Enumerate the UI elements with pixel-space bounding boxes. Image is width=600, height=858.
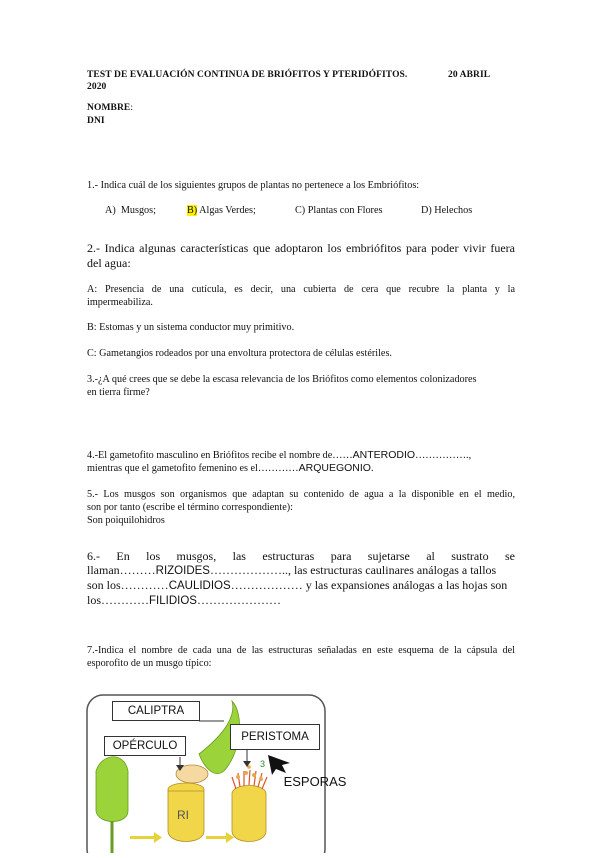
question-5-line-1: 5.- Los musgos son organismos que adaptan su contenido de agua a la disponible en el medio,: [87, 489, 515, 500]
question-6-line-3: son los…………CAULIDIOS……………… y las expansiones análogas a las hojas son: [87, 578, 508, 592]
esporas-label: ESPORAS: [283, 773, 347, 789]
diagram-number: 3: [260, 759, 266, 769]
q6-answer-caulidios: CAULIDIOS: [168, 580, 231, 592]
q2-answer-a-line-1: A: Presencia de una cutícula, es decir, una cubierta de cera que recubre la planta y la: [87, 284, 515, 295]
q1-option-b: B) Algas Verdes;: [187, 205, 256, 216]
question-7-line-1: 7.-Indica el nombre de cada una de las estructuras señaladas en este esquema de la cápsula del: [87, 645, 515, 656]
question-1: 1.- Indica cuál de los siguientes grupos de plantas no pertenece a los Embriófitos:: [87, 180, 420, 191]
q2-answer-b: B: Estomas y un sistema conductor muy primitivo.: [87, 322, 295, 333]
q2-answer-a-line-2: impermeabiliza.: [87, 297, 153, 308]
q4-answer-1: ANTERODIO: [352, 449, 416, 461]
question-6-line-1: 6.- En los musgos, las estructuras para sujetarse al sustrato se: [87, 549, 515, 563]
question-7-line-2: esporofito de un musgo típico:: [87, 658, 212, 669]
document-date-day: 20 ABRIL: [448, 70, 491, 80]
question-5-answer: Son poiquilohidros: [87, 515, 165, 526]
question-3-line-1: 3.-¿A qué crees que se debe la escasa relevancia de los Briófitos como elementos colonizadores: [87, 374, 477, 385]
question-6-line-4: los…………FILIDIOS…………………: [87, 593, 281, 607]
moss-capsule-diagram: [86, 693, 347, 853]
question-2-line-2: del agua:: [87, 256, 131, 270]
q4-answer-2: ARQUEGONIO: [298, 462, 371, 474]
document-date-year: 2020: [87, 82, 107, 92]
q1-option-b-highlight: B): [187, 205, 198, 216]
question-3-line-2: en tierra firme?: [87, 387, 150, 398]
question-4-line-1: 4.-El gametofito masculino en Briófitos recibe el nombre de……ANTERODIO…………….,: [87, 449, 472, 461]
question-6-line-2: llaman………RIZOIDES……………….., las estructuras caulinares análogas a tallos: [87, 563, 497, 577]
dni-field: DNI: [87, 116, 105, 126]
green-capsule: [96, 757, 128, 822]
question-4-line-2: mientras que el gametofito femenino es el…………ARQUEGONIO.: [87, 462, 374, 474]
nombre-field: NOMBRE:: [87, 103, 134, 113]
document-title: TEST DE EVALUACIÓN CONTINUA DE BRIÓFITOS Y PTERIDÓFITOS.: [87, 70, 408, 80]
question-5-line-2: son por tanto (escribe el término correspondiente):: [87, 502, 293, 513]
q6-answer-filidios: FILIDIOS: [149, 595, 197, 607]
caliptra-label: CALIPTRA: [112, 701, 200, 721]
peristoma-label: PERISTOMA: [230, 724, 320, 750]
question-2-line-1: 2.- Indica algunas características que adoptaron los embriófitos para poder vivir fuera: [87, 241, 515, 255]
middle-capsule-label: RI: [177, 808, 189, 822]
q2-answer-c: C: Gametangios rodeados por una envoltura protectora de células estériles.: [87, 348, 392, 359]
right-capsule: [232, 786, 266, 842]
q6-answer-rizoides: RIZOIDES: [155, 565, 210, 577]
q1-option-d: D) Helechos: [421, 205, 473, 216]
operculo-label: OPÉRCULO: [104, 736, 186, 756]
q1-option-c: C) Plantas con Flores: [295, 205, 383, 216]
q1-option-a: A) Musgos;: [105, 205, 156, 216]
